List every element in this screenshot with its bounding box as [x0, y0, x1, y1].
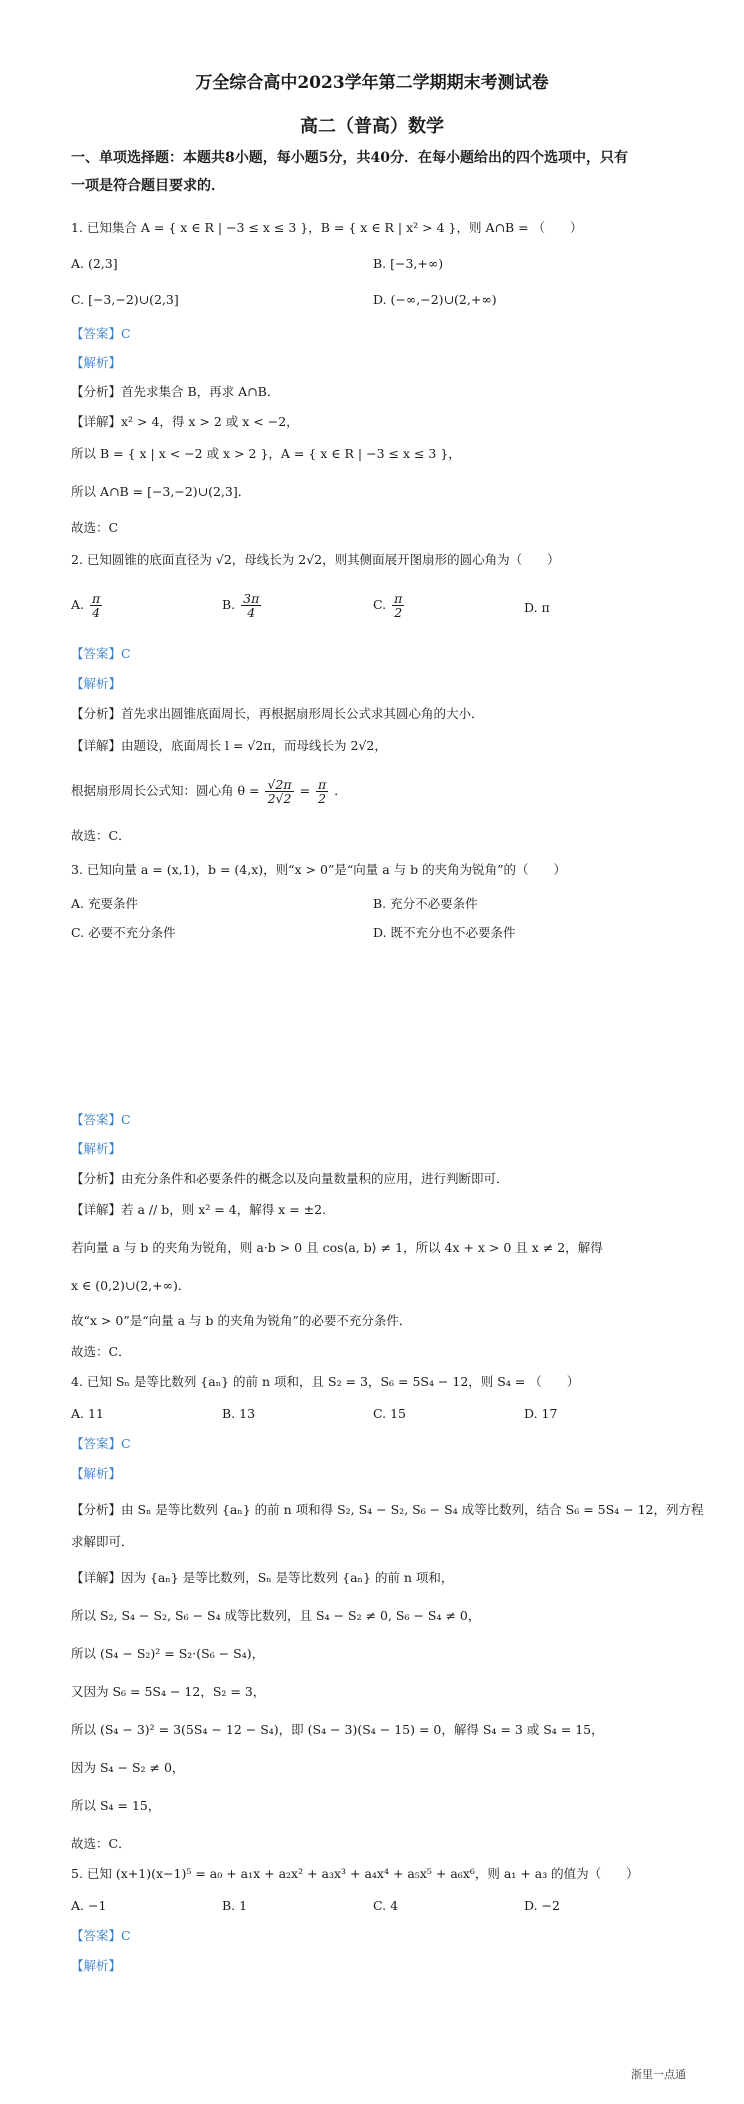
q3-analysis-label: 【解析】	[71, 1141, 122, 1156]
q4-detail-7: 所以 S₄ = 15，	[71, 1798, 161, 1813]
q2-option-b-fraction	[241, 592, 261, 619]
q2-option-a-fraction	[90, 592, 102, 619]
q1-option-c: C. [−3,−2)∪(2,3]	[71, 292, 179, 307]
q1-detail-1: 【详解】x² > 4，得 x > 2 或 x < −2，	[71, 414, 299, 429]
q3-stem: 3. 已知向量 a = (x,1)，b = (4,x)，则“x > 0”是“向量 a 与 b 的夹角为锐角”的（ ）	[71, 862, 566, 877]
q2-option-d: D. π	[524, 600, 550, 615]
section-heading-line1: 一、单项选择题：本题共8小题，每小题5分，共40分．在每小题给出的四个选项中，只有	[71, 150, 628, 166]
q4-detail-6: 因为 S₄ − S₂ ≠ 0，	[71, 1760, 185, 1775]
q5-answer: 【答案】C	[71, 1928, 131, 1943]
q2-detail-1: 【详解】由题设，底面周长 l = √2π，而母线长为 2√2，	[71, 738, 387, 753]
q3-detail-2: 若向量 a 与 b 的夹角为锐角，则 a·b > 0 且 cos⟨a, b⟩ ≠ 1，所以 4x + x > 0 且 x ≠ 2，解得	[71, 1240, 603, 1255]
exam-subtitle: 高二（普高）数学	[300, 116, 444, 137]
q1-detail-3: 所以 A∩B = [−3,−2)∪(2,3]．	[71, 484, 251, 499]
q5-option-a: A. −1	[71, 1898, 107, 1913]
q3-option-c: C. 必要不充分条件	[71, 925, 176, 940]
q3-option-a: A. 充要条件	[71, 896, 138, 911]
q2-analysis: 【分析】首先求出圆锥底面周长，再根据扇形周长公式求其圆心角的大小．	[71, 706, 484, 721]
q4-analysis-1: 【分析】由 Sₙ 是等比数列 {aₙ} 的前 n 项和得 S₂, S₄ − S₂, S₆ − S₄ 成等比数列，结合 S₆ = 5S₄ − 12，列方程	[71, 1502, 704, 1517]
q1-analysis: 【分析】首先求集合 B，再求 A∩B．	[71, 384, 280, 399]
q2-option-a-denominator: 4	[92, 605, 101, 620]
q2-detail-2-equals: =	[299, 783, 311, 798]
q4-detail-2: 所以 S₂, S₄ − S₂, S₆ − S₄ 成等比数列，且 S₄ − S₂ ≠ 0, S₆ − S₄ ≠ 0，	[71, 1608, 481, 1623]
q3-analysis: 【分析】由充分条件和必要条件的概念以及向量数量积的应用，进行判断即可．	[71, 1171, 509, 1186]
q2-option-b	[222, 592, 263, 619]
q2-option-b-denominator: 4	[247, 605, 256, 620]
q1-choice: 故选：C	[71, 520, 119, 535]
q5-option-b: B. 1	[222, 1898, 248, 1913]
q2-detail-2-prefix: 根据扇形周长公式知：圆心角 θ =	[71, 783, 260, 798]
q2-option-c-denominator: 2	[394, 605, 403, 620]
q4-analysis-label: 【解析】	[71, 1466, 122, 1481]
q3-answer: 【答案】C	[71, 1112, 131, 1127]
q4-stem: 4. 已知 Sₙ 是等比数列 {aₙ} 的前 n 项和，且 S₂ = 3，S₆ = 5S₄ − 12，则 S₄ = （ ）	[71, 1374, 580, 1389]
q2-option-a-numerator: π	[92, 591, 101, 606]
q3-detail-1: 【详解】若 a // b，则 x² = 4，解得 x = ±2．	[71, 1202, 335, 1217]
q2-stem: 2. 已知圆锥的底面直径为 √2，母线长为 2√2，则其侧面展开图扇形的圆心角为（ ）	[71, 552, 560, 567]
q2-detail-2-denominator-1: 2√2	[267, 791, 292, 806]
q4-choice: 故选：C．	[71, 1836, 131, 1851]
q2-choice: 故选：C．	[71, 828, 131, 843]
q4-detail-4: 又因为 S₆ = 5S₄ − 12，S₂ = 3，	[71, 1684, 266, 1699]
q2-analysis-label: 【解析】	[71, 676, 122, 691]
q2-option-b-numerator: 3π	[243, 591, 260, 606]
q2-option-a	[71, 592, 104, 619]
q3-choice: 故选：C．	[71, 1344, 131, 1359]
q2-option-c-fraction	[392, 592, 404, 619]
exam-title: 万全综合高中2023学年第二学期期末考测试卷	[195, 73, 549, 93]
q1-detail-2: 所以 B = { x | x < −2 或 x > 2 }，A = { x ∈ R | −3 ≤ x ≤ 3 }，	[71, 446, 461, 461]
q1-stem: 1. 已知集合 A = { x ∈ R | −3 ≤ x ≤ 3 }，B = { x ∈ R | x² > 4 }，则 A∩B = （ ）	[71, 220, 583, 235]
q2-option-c-numerator: π	[394, 591, 403, 606]
q2-detail-2-numerator-1: √2π	[267, 777, 292, 792]
q2-option-c-label: C.	[373, 597, 387, 612]
q1-analysis-label: 【解析】	[71, 355, 122, 370]
q2-detail-2-denominator-2: 2	[318, 791, 327, 806]
q2-detail-2-fraction-2	[316, 778, 328, 805]
q2-option-b-label: B.	[222, 597, 236, 612]
q2-detail-2-end: ．	[334, 783, 347, 798]
q4-answer: 【答案】C	[71, 1436, 131, 1451]
q5-stem: 5. 已知 (x+1)(x−1)⁵ = a₀ + a₁x + a₂x² + a₃x³ + a₄x⁴ + a₅x⁵ + a₆x⁶，则 a₁ + a₃ 的值为（ ）	[71, 1866, 639, 1881]
q3-option-b: B. 充分不必要条件	[373, 896, 478, 911]
q4-analysis-2: 求解即可．	[71, 1534, 134, 1549]
q4-option-d: D. 17	[524, 1406, 558, 1421]
section-heading-line2: 一项是符合题目要求的．	[71, 178, 225, 194]
q5-option-c: C. 4	[373, 1898, 399, 1913]
q4-detail-5: 所以 (S₄ − 3)² = 3(5S₄ − 12 − S₄)，即 (S₄ − 3)(S₄ − 15) = 0，解得 S₄ = 3 或 S₄ = 15，	[71, 1722, 604, 1737]
q2-detail-2	[71, 778, 347, 805]
q2-option-c	[373, 592, 406, 619]
q2-detail-2-numerator-2: π	[318, 777, 327, 792]
q1-option-d: D. (−∞,−2)∪(2,+∞)	[373, 292, 497, 307]
q1-answer: 【答案】C	[71, 326, 131, 341]
q4-detail-3: 所以 (S₄ − S₂)² = S₂·(S₆ − S₄)，	[71, 1646, 265, 1661]
q1-option-b: B. [−3,+∞)	[373, 256, 444, 271]
q5-analysis-label: 【解析】	[71, 1958, 122, 1973]
q4-option-a: A. 11	[71, 1406, 104, 1421]
q4-detail-1: 【详解】因为 {aₙ} 是等比数列，Sₙ 是等比数列 {aₙ} 的前 n 项和，	[71, 1570, 454, 1585]
q1-option-a: A. (2,3]	[71, 256, 118, 271]
q2-option-a-label: A.	[71, 597, 85, 612]
q4-option-c: C. 15	[373, 1406, 406, 1421]
q3-detail-4: 故“x > 0”是“向量 a 与 b 的夹角为锐角”的必要不充分条件．	[71, 1313, 412, 1328]
page-footer: 浙里一点通	[631, 2068, 686, 2081]
q3-option-d: D. 既不充分也不必要条件	[373, 925, 516, 940]
q5-option-d: D. −2	[524, 1898, 560, 1913]
q4-option-b: B. 13	[222, 1406, 256, 1421]
q2-answer: 【答案】C	[71, 646, 131, 661]
q2-detail-2-fraction-1	[265, 778, 293, 805]
q3-detail-3: x ∈ (0,2)∪(2,+∞)．	[71, 1278, 191, 1293]
